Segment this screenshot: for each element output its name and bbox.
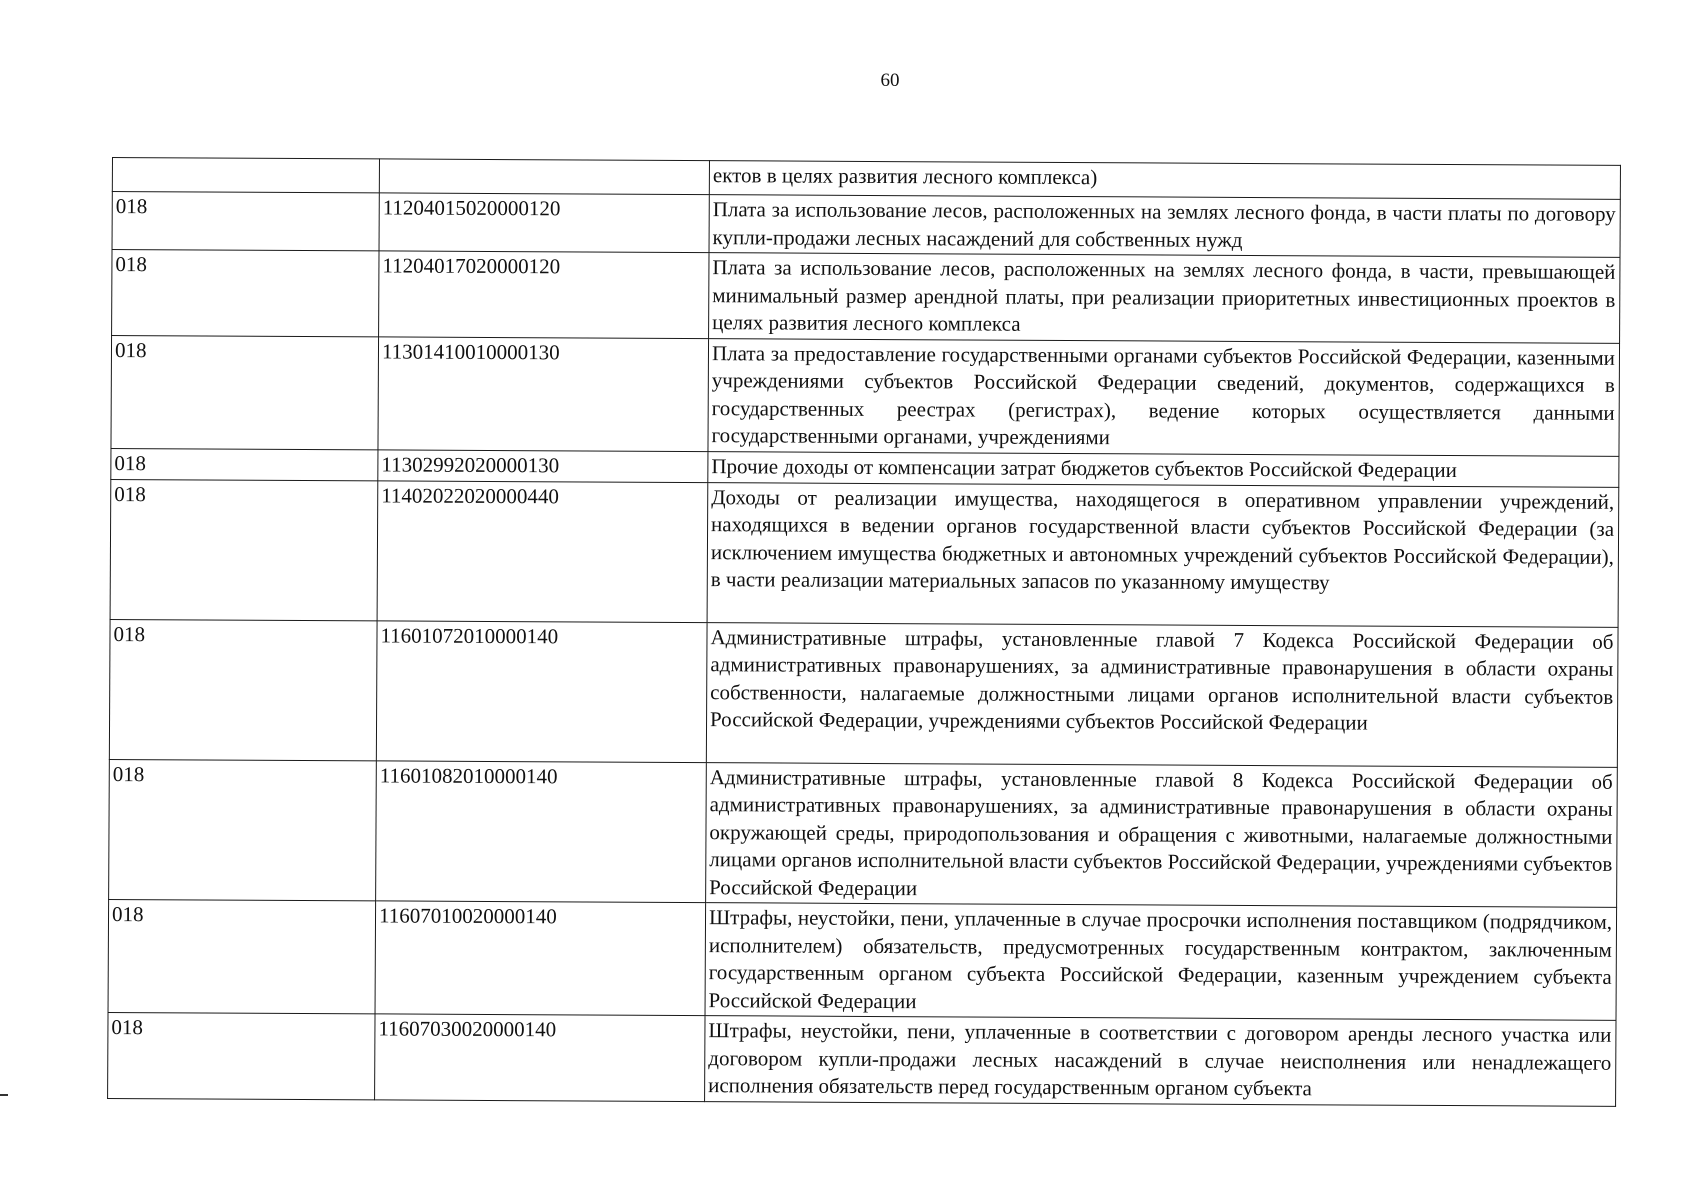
revenue-code-cell: 11607030020000140 — [375, 1014, 705, 1101]
admin-code-cell: 018 — [109, 619, 377, 760]
revenue-code-cell: 11601082010000140 — [376, 760, 707, 902]
revenue-code-cell: 11601072010000140 — [376, 620, 707, 762]
table-row — [111, 335, 1620, 456]
revenue-name-cell: Доходы от реализации имущества, находящегося в оперативном управлении учреждений, находящихся в ведении органов государственной власти субъектов Российской Федерации (за исключением имущества бюджетных и автономных учреждений субъектов Российской Федерации), в части реализации материальных запасов по указанному имуществу — [707, 482, 1619, 627]
revenue-code-cell — [379, 159, 709, 195]
scan-margin-mark — [0, 1094, 8, 1096]
revenue-codes-table — [107, 157, 1621, 1106]
revenue-name-cell: Административные штрафы, установленные главой 7 Кодекса Российской Федерации об административных правонарушениях, за административные правонарушения в области охраны собственности, налагаемые должностными лицами органов исполнительной власти субъектов Российской Федерации, учреждениями субъектов Российской Федерации — [706, 622, 1618, 767]
admin-code-cell: 018 — [112, 192, 379, 251]
revenue-name-cell: Прочие доходы от компенсации затрат бюджетов субъектов Российской Федерации — [708, 451, 1619, 487]
revenue-code-cell: 11402022020000440 — [377, 480, 708, 622]
revenue-code-cell: 11204017020000120 — [379, 251, 709, 338]
revenue-code-cell: 11607010020000140 — [375, 901, 706, 1016]
revenue-codes-table-container — [107, 157, 1620, 1106]
revenue-name-cell: Плата за предоставление государственными органами субъектов Российской Федерации, казенными учреждениями субъектов Российской Федерации сведений, документов, содержащихся в государственных реестрах (регистрах), ведение которых осуществляется данными государственными органами, учреждениями — [708, 338, 1620, 456]
table-row — [112, 192, 1620, 258]
admin-code-cell: 018 — [111, 335, 379, 449]
revenue-code-cell: 11204015020000120 — [379, 193, 709, 253]
admin-code-cell — [112, 158, 379, 193]
revenue-name-cell: Плата за использование лесов, расположенных на землях лесного фонда, в части платы по договору купли-продажи лесных насаждений для собственных нужд — [709, 195, 1620, 258]
admin-code-cell: 018 — [111, 448, 378, 480]
table-row — [112, 250, 1620, 343]
admin-code-cell: 018 — [112, 250, 379, 337]
admin-code-cell: 018 — [109, 759, 377, 901]
revenue-code-cell: 11301410010000130 — [378, 336, 709, 451]
table-row — [109, 619, 1618, 767]
revenue-name-cell: Штрафы, неустойки, пени, уплаченные в соответствии с договором аренды лесного участка или договором купли-продажи лесных насаждений в случае неисполнения или ненадлежащего исполнения обязательств перед государственным органом субъекта — [705, 1016, 1616, 1106]
revenue-name-cell: Штрафы, неустойки, пени, уплаченные в случае просрочки исполнения поставщиком (подрядчиком, исполнителем) обязательств, предусмотренных государственным контрактом, заключенным государственным органом субъекта Российской Федерации, казенным учреждением субъекта Российской Федерации — [705, 903, 1617, 1021]
revenue-name-cell: ектов в целях развития лесного комплекса) — [709, 161, 1620, 200]
table-row — [108, 899, 1617, 1020]
admin-code-cell: 018 — [108, 899, 376, 1013]
table-row — [110, 479, 1619, 627]
admin-code-cell: 018 — [108, 1012, 375, 1099]
page-number: 60 — [880, 70, 900, 91]
table-row — [108, 1012, 1616, 1105]
admin-code-cell: 018 — [110, 479, 378, 620]
revenue-name-cell: Плата за использование лесов, расположенных на землях лесного фонда, в части, превышающей минимальный размер арендной платы, при реализации приоритетных инвестиционных проектов в целях развития лесного комплекса — [709, 253, 1620, 343]
table-row — [109, 759, 1618, 907]
revenue-code-cell: 11302992020000130 — [378, 449, 708, 482]
revenue-name-cell: Административные штрафы, установленные главой 8 Кодекса Российской Федерации об административных правонарушениях, за административные правонарушения в области охраны окружающей среды, природопользования и обращения с животными, налагаемые должностными лицами органов исполнительной власти субъектов Российской Федерации, учреждениями субъектов Российской Федерации — [706, 762, 1618, 907]
